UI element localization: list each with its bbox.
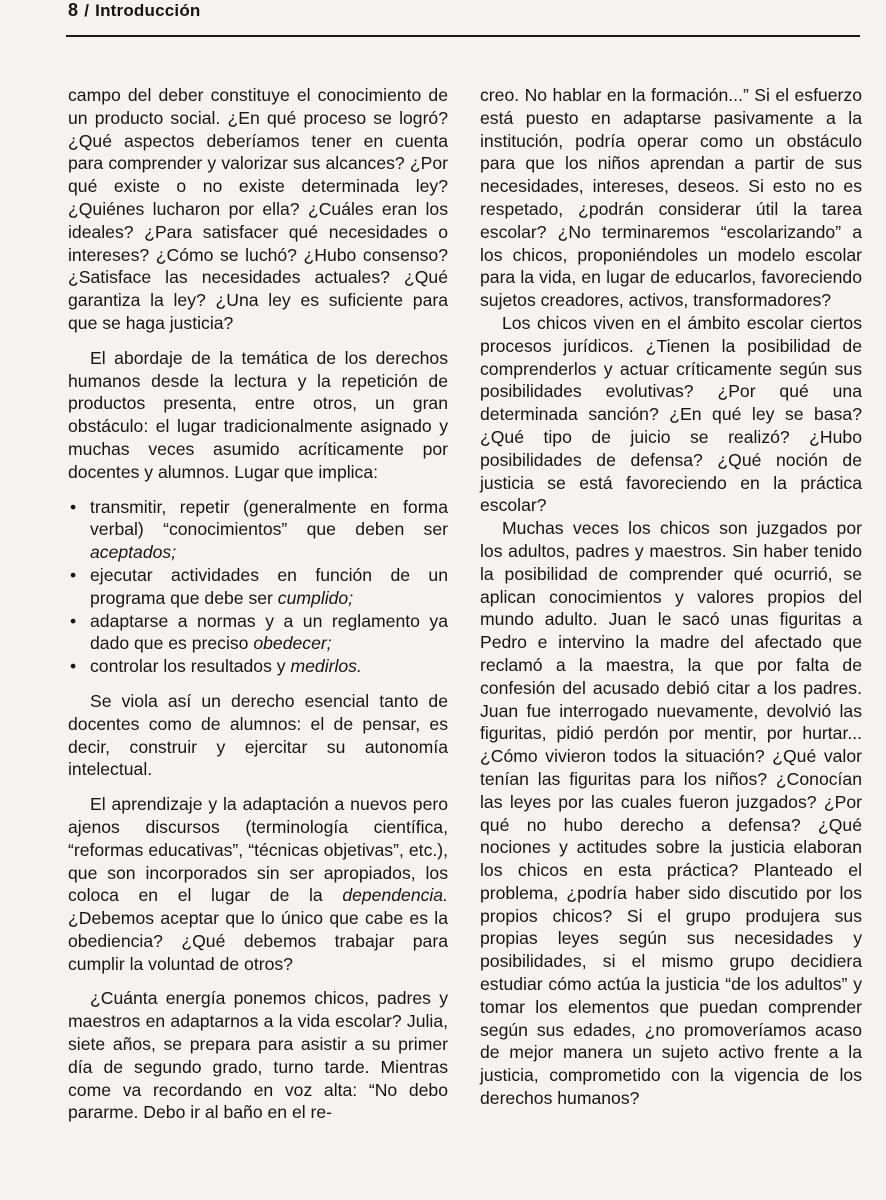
- running-header: [68, 0, 201, 21]
- paragraph: Muchas veces los chicos son juzgados por los adultos, padres y maestros. Sin haber tenido la posibilidad de comprender qué ocurrió, se aplican conocimientos y valores propios del mundo adulto. Juan le sacó unas figuritas a Pedro e intervino la madre del afectado que reclamó a la maestra, la que por falta de confesión del acusado debió citar a los padres. Juan fue interrogado nuevamente, devolvió las figuritas, pidió perdón por mentir, por hurtar... ¿Cómo vivieron todos la situación? ¿Qué valor tenían las figuritas para los niños? ¿Conocían las leyes por las cuales fueron juzgados? ¿Por qué no hubo derecho a defensa? ¿Qué nociones y actitudes sobre la justicia elaboran los chicos en esta práctica? Planteado el problema, ¿podría haber sido discutido por los propios chicos? Si el grupo produjera sus propias leyes según sus necesidades y posibilidades, si el mismo grupo decidiera estudiar cómo actúa la justicia “de los adultos” y tomar los elementos que puedan comprender según sus edades, ¿no promoveríamos acaso de mejor manera un sujeto activo frente a la justicia, comprometido con la vigencia de los derechos humanos?: [480, 518, 862, 1109]
- header-separator: /: [84, 1, 90, 20]
- paragraph: ¿Cuánta energía ponemos chicos, padres y maestros en adaptarnos a la vida escolar? Julia, siete años, se prepara para asistir a su primer día de segundo grado, turno tarde. Mientras come va recordando en voz alta: “No debo pararme. Debo ir al baño en el re-: [68, 988, 448, 1123]
- page-number: 8: [68, 0, 79, 20]
- paragraph-emphasis: dependencia.: [342, 885, 448, 906]
- bullet-marker: •: [70, 496, 77, 517]
- header-rule: [66, 35, 860, 37]
- paragraph-text: El aprendizaje y la adaptación a nuevos pero ajenos discursos (terminología científica, “reformas educativas”, “técnicas objetivas”, etc.), que son incorporados sin ser apropiados, los coloca en el lugar de la: [68, 794, 448, 906]
- paragraph: Se viola así un derecho esencial tanto de docentes como de alumnos: el de pensar, es decir, construir y ejercitar su autonomía intelectual.: [68, 690, 448, 780]
- list-item-emphasis: aceptados;: [90, 542, 177, 563]
- paragraph-text: ¿Debemos aceptar que lo único que cabe es la obediencia? ¿Qué debemos trabajar para cumplir la voluntad de otros?: [68, 908, 448, 974]
- paragraph: creo. No hablar en la formación...” Si el esfuerzo está puesto en adaptarse pasivamente a la institución, podría operar como un obstáculo para que los niños aprendan a partir de sus necesidades, intereses, deseos. Si esto no es respetado, ¿podrán considerar útil la tarea escolar? ¿No terminaremos “escolarizando” a los chicos, proponiéndoles un modelo escolar para la vida, en lugar de educarlos, favoreciendo sujetos creadores, activos, transformadores?: [480, 85, 862, 311]
- paragraph: campo del deber constituye el conocimiento de un producto social. ¿En qué proceso se logró? ¿Qué aspectos deberíamos tener en cuenta para comprender y valorizar sus alcances? ¿Por qué existe o no existe determinada ley? ¿Quiénes lucharon por ella? ¿Cuáles eran los ideales? ¿Para satisfacer qué necesidades o intereses? ¿Cómo se luchó? ¿Hubo consenso? ¿Satisface las necesidades actuales? ¿Qué garantiza la ley? ¿Una ley es suficiente para que se haga justicia?: [68, 85, 448, 333]
- list-item-text: adaptarse a normas y a un reglamento ya dado que es preciso: [90, 610, 448, 654]
- list-item: [68, 496, 448, 564]
- bullet-marker: •: [70, 656, 77, 677]
- list-item: [68, 610, 448, 656]
- paragraph: El abordaje de la temática de los derechos humanos desde la lectura y la repetición de productos presenta, entre otros, un gran obstáculo: el lugar tradicionalmente asignado y muchas veces asumido acríticamente por docentes y alumnos. Lugar que implica:: [68, 347, 448, 482]
- list-item: [68, 655, 448, 678]
- list-item-text: controlar los resultados y: [90, 656, 291, 677]
- list-item: [68, 564, 448, 610]
- list-item-text: ejecutar actividades en función de un programa que debe ser: [90, 564, 448, 608]
- bullet-marker: •: [70, 610, 77, 631]
- left-column: [68, 84, 448, 1124]
- list-item-text: transmitir, repetir (generalmente en forma verbal) “conocimientos” que deben ser: [90, 496, 448, 540]
- bullet-list: [68, 496, 448, 678]
- paragraph: [68, 793, 448, 975]
- list-item-emphasis: medirlos.: [290, 656, 362, 677]
- paragraph: Los chicos viven en el ámbito escolar ciertos procesos jurídicos. ¿Tienen la posibilidad de comprenderlos y actuar críticamente según sus posibilidades evolutivas? ¿Por qué una determinada sanción? ¿En qué ley se basa? ¿Qué tipo de juicio se realizó? ¿Hubo posibilidades de defensa? ¿Qué noción de justicia se está favoreciendo en la práctica escolar?: [480, 312, 862, 516]
- list-item-emphasis: obedecer;: [253, 633, 332, 654]
- section-title: Introducción: [95, 1, 201, 20]
- right-column: [480, 84, 862, 1110]
- list-item-emphasis: cumplido;: [277, 587, 354, 608]
- bullet-marker: •: [70, 564, 77, 585]
